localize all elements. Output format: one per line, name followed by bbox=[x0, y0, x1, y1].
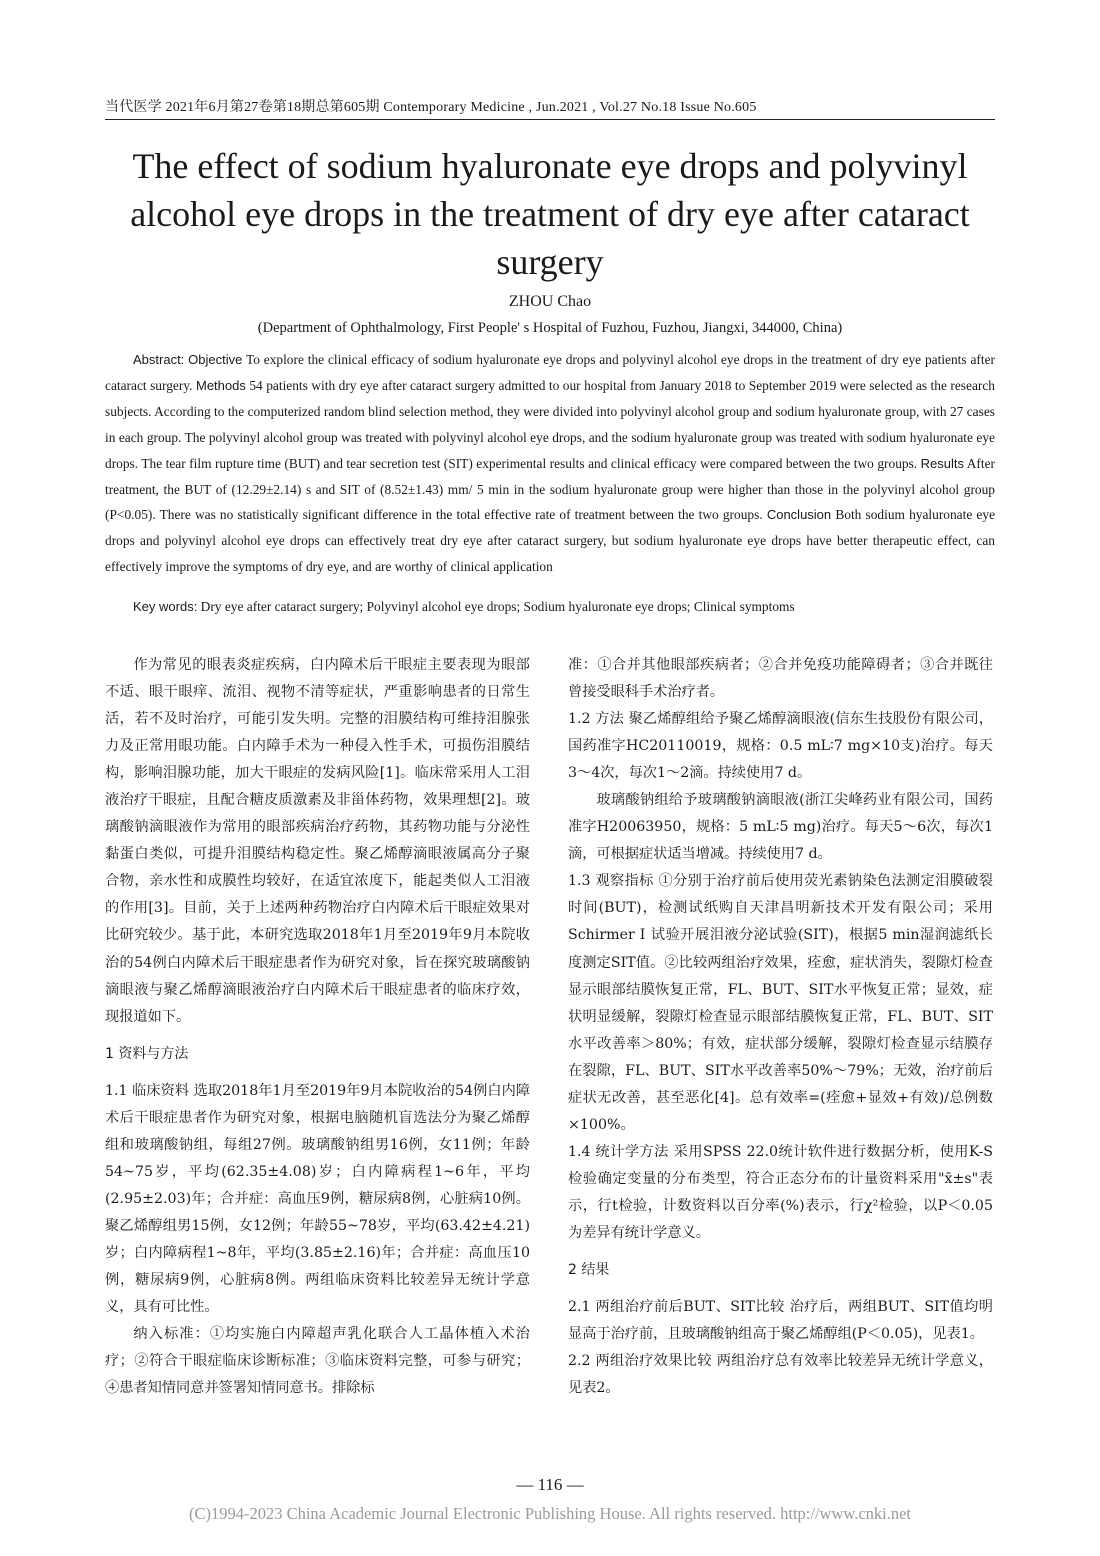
subsection-1-3: 1.3 观察指标 ①分别于治疗前后使用荧光素钠染色法测定泪膜破裂时间(BUT)，检测试纸购自天津昌明新技术开发有限公司；采用 Schirmer Ⅰ 试验开展泪液分泌试验(SIT)，根据5 min湿润滤纸长度测定SIT值。②比较两组治疗效果，痊愈，症状消失，裂隙灯检查显示眼部结膜恢复正常，FL、BUT、SIT水平恢复正常；显效，症状明显缓解，裂隙灯检查显示眼部结膜恢复正常，FL、BUT、SIT水平改善率＞80%；有效，症状部分缓解，裂隙灯检查显示结膜存在裂隙，FL、BUT、SIT水平改善率50%～79%；无效，治疗前后症状无改善，甚至恶化[4]。总有效率=(痊愈+显效+有效)/总例数×100%。 bbox=[568, 873, 993, 1133]
keywords bbox=[133, 599, 995, 615]
section-1-heading: 1 资料与方法 bbox=[105, 1045, 189, 1062]
objective-text: To explore the clinical efficacy of sodium hyaluronate eye drops and polyvinyl alcohol eye drops in the treatment of dry eye patients after cataract surgery. bbox=[105, 352, 995, 393]
exclusion-criteria: 准：①合并其他眼部疾病者；②合并免疫功能障碍者；③合并既往曾接受眼科手术治疗者。 bbox=[568, 657, 993, 701]
keywords-text: Dry eye after cataract surgery; Polyvinyl alcohol eye drops; Sodium hyaluronate eye drops; Clinical symptoms bbox=[200, 599, 795, 614]
inclusion-criteria: 纳入标准：①均实施白内障超声乳化联合人工晶体植入术治疗；②符合干眼症临床诊断标准；③临床资料完整，可参与研究；④患者知情同意并签署知情同意书。排除标 bbox=[105, 1326, 530, 1397]
objective-label: Objective bbox=[188, 352, 243, 367]
page-number: — 116 — bbox=[516, 1475, 584, 1494]
subsection-2-1: 2.1 两组治疗前后BUT、SIT比较 治疗后，两组BUT、SIT值均明显高于治疗前，且玻璃酸钠组高于聚乙烯醇组(P＜0.05)，见表1。 bbox=[568, 1299, 993, 1343]
methods-label: Methods bbox=[195, 377, 246, 393]
conclusion-text: Both sodium hyaluronate eye drops and polyvinyl alcohol eye drops can effectively treat dry eye after cataract surgery, but sodium hyaluronate eye drops have better therapeutic effect, can effectively improve the symptoms of dry eye, and are worthy of clinical application bbox=[105, 507, 996, 575]
keywords-label: Key words: bbox=[133, 599, 198, 614]
subsection-1-4: 1.4 统计学方法 采用SPSS 22.0统计软件进行数据分析，使用K-S检验确定变量的分布类型，符合正态分布的计量资料采用"x̄±s"表示，行t检验，计数资料以百分率(%)表示，行χ²检验，以P＜0.05为差异有统计学意义。 bbox=[568, 1143, 993, 1241]
author-affiliation: (Department of Ophthalmology, First People' s Hospital of Fuzhou, Fuzhou, Jiangxi, 344000, China) bbox=[257, 320, 843, 336]
methods-text: 54 patients with dry eye after cataract surgery admitted to our hospital from January 2018 to September 2019 were selected as the research subjects. According to the computerized random blind selection method, they were divided into polyvinyl alcohol group and sodium hyaluronate group, with 27 cases in each group. The polyvinyl alcohol group was treated with polyvinyl alcohol eye drops, and the sodium hyaluronate group was treated with sodium hyaluronate eye drops. The tear film rupture time (BUT) and tear secretion test (SIT) experimental results and clinical efficacy were compared between the two groups. bbox=[105, 377, 995, 471]
section-2-heading: 2 结果 bbox=[568, 1262, 610, 1279]
results-label: Results bbox=[920, 455, 964, 471]
subsection-1-2: 1.2 方法 聚乙烯醇组给予聚乙烯醇滴眼液(信东生技股份有限公司，国药准字HC20110019，规格：0.5 mL∶7 mg×10支)治疗。每天3～4次，每次1～2滴。持续使用7 d。 bbox=[568, 711, 993, 782]
abstract-label: Abstract: bbox=[133, 352, 185, 367]
subsection-1-2-continued: 玻璃酸钠组给予玻璃酸钠滴眼液(浙江尖峰药业有限公司，国药准字H20063950，规格：5 mL∶5 mg)治疗。每天5～6次，每次1滴，可根据症状适当增减。持续使用7 d。 bbox=[568, 792, 993, 863]
right-column bbox=[568, 652, 993, 1402]
copyright-notice: (C)1994-2023 China Academic Journal Electronic Publishing House. All rights reserved. http://www.cnki.net bbox=[188, 1504, 912, 1523]
left-column bbox=[105, 652, 530, 1402]
intro-paragraph: 作为常见的眼表炎症疾病，白内障术后干眼症主要表现为眼部不适、眼干眼痒、流泪、视物不清等症状，严重影响患者的日常生活，若不及时治疗，可能引发失明。完整的泪膜结构可维持泪腺张力及正常用眼功能。白内障手术为一种侵入性手术，可损伤泪膜结构，影响泪腺功能，加大干眼症的发病风险[1]。临床常采用人工泪液治疗干眼症，且配合糖皮质激素及非甾体药物，效果理想[2]。玻璃酸钠滴眼液作为常用的眼部疾病治疗药物，其药物功能与分泌性黏蛋白类似，可提升泪膜结构稳定性。聚乙烯醇滴眼液属高分子聚合物，亲水性和成膜性均较好，在适宜浓度下，能起类似人工泪液的作用[3]。目前，关于上述两种药物治疗白内障术后干眼症效果对比研究较少。基于此，本研究选取2018年1月至2019年9月本院收治的54例白内障术后干眼症患者作为研究对象，旨在探究玻璃酸钠滴眼液与聚乙烯醇滴眼液治疗白内障术后干眼症患者的临床疗效，现报道如下。 bbox=[105, 657, 530, 1025]
header-divider bbox=[105, 119, 995, 120]
conclusion-label: Conclusion bbox=[766, 507, 832, 523]
paper-title: The effect of sodium hyaluronate eye drops and polyvinyl alcohol eye drops in the treatment of dry eye after cataract surgery bbox=[130, 146, 970, 282]
results-text: After treatment, the BUT of (12.29±2.14) s and SIT of (8.52±1.43) mm/ 5 min in the sodium hyaluronate group were higher than those in the polyvinyl alcohol group (P<0.05). There was no statistically significant difference in the total effective rate of treatment between the two groups. bbox=[105, 455, 996, 523]
running-header: 当代医学 2021年6月第27卷第18期总第605期 Contemporary Medicine , Jun.2021 , Vol.27 No.18 Issue No.605 bbox=[105, 100, 757, 115]
subsection-1-1: 1.1 临床资料 选取2018年1月至2019年9月本院收治的54例白内障术后干眼症患者作为研究对象，根据电脑随机盲选法分为聚乙烯醇组和玻璃酸钠组，每组27例。玻璃酸钠组男16例，女11例；年龄54~75岁，平均(62.35±4.08)岁；白内障病程1~6年，平均(2.95±2.03)年；合并症：高血压9例，糖尿病8例，心脏病10例。聚乙烯醇组男15例，女12例；年龄55~78岁，平均(63.42±4.21)岁；白内障病程1~8年，平均(3.85±2.16)年；合并症：高血压10例，糖尿病9例，心脏病8例。两组临床资料比较差异无统计学意义，具有可比性。 bbox=[105, 1082, 530, 1316]
author-name: ZHOU Chao bbox=[508, 293, 592, 310]
abstract bbox=[105, 347, 995, 580]
subsection-2-2: 2.2 两组治疗效果比较 两组治疗总有效率比较差异无统计学意义，见表2。 bbox=[568, 1353, 993, 1397]
